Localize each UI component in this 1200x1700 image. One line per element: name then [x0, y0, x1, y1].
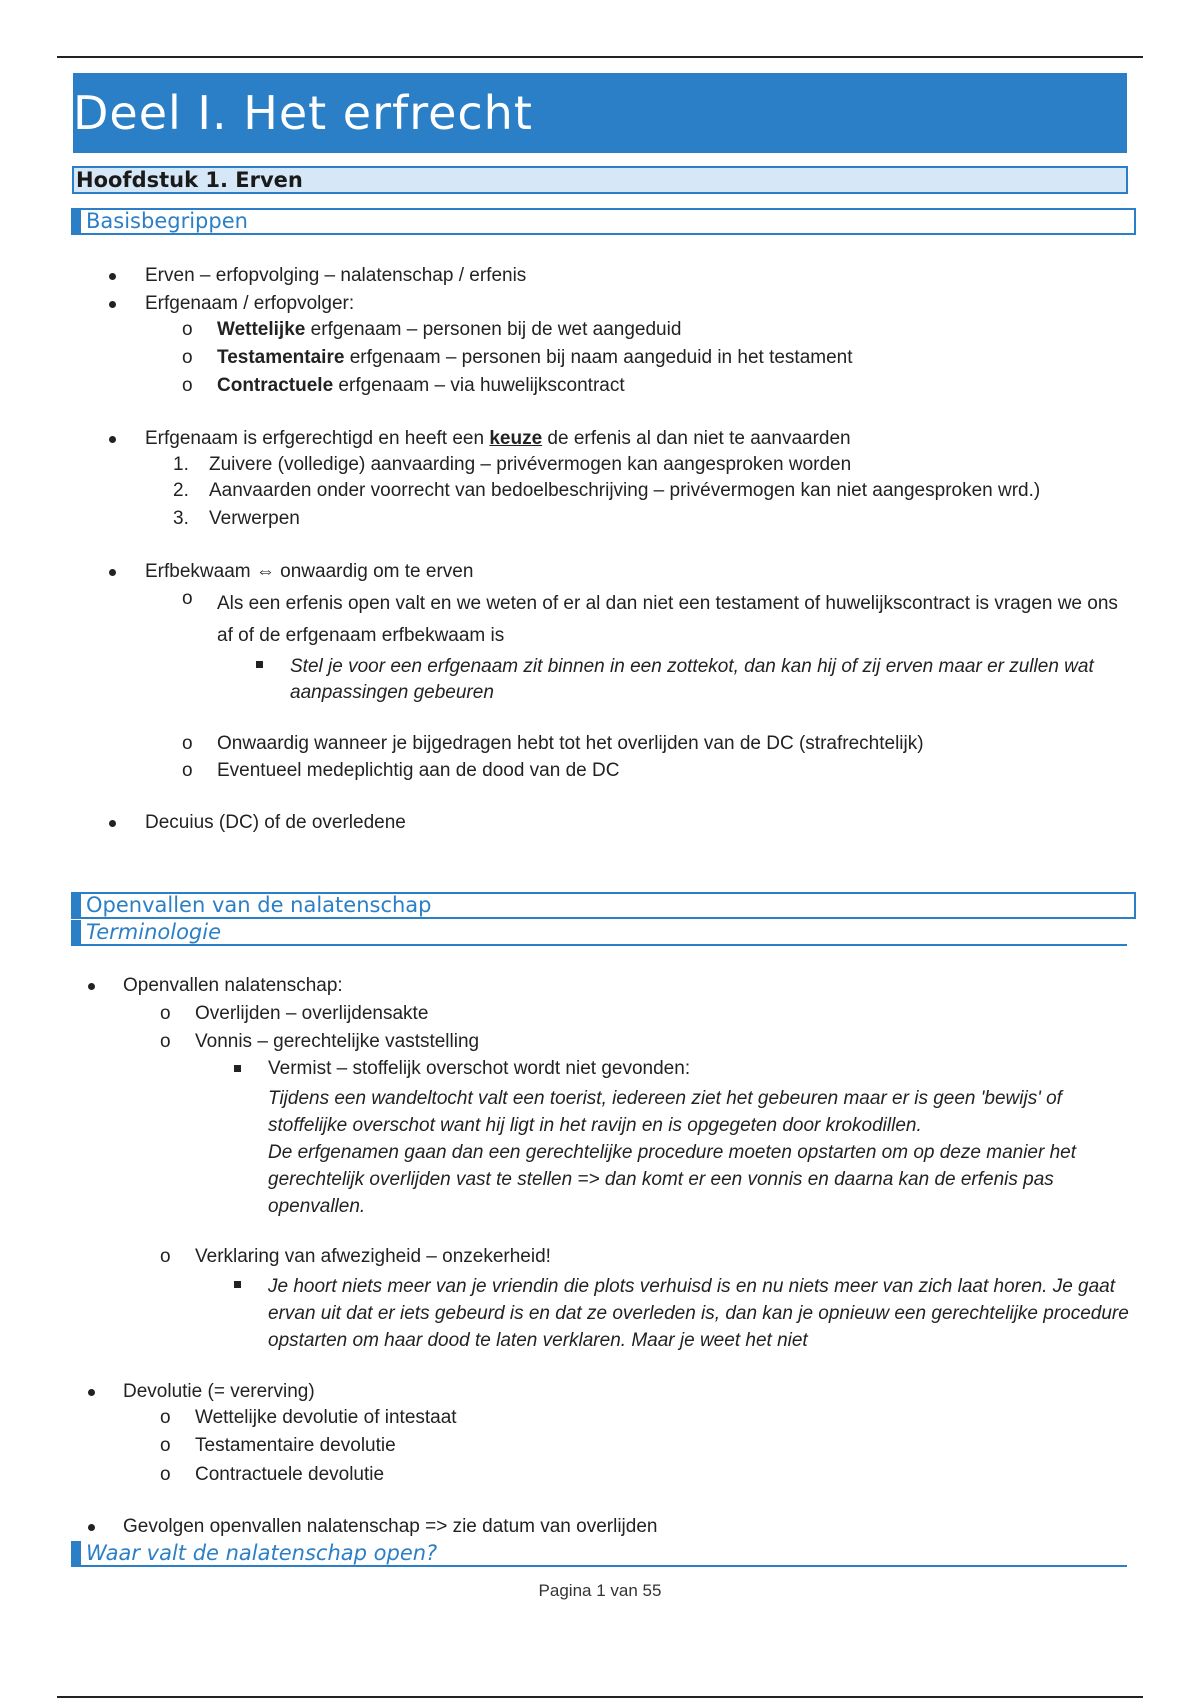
list-item: Eventueel medeplichtig aan de dood van de DC	[217, 760, 620, 781]
bullet-icon	[109, 569, 116, 576]
paragraph: Tijdens een wandeltocht valt een toerist, iedereen ziet het gebeuren maar er is geen 'bewijs' of stoffelijke overschot want hij ligt in het ravijn en is opgegeten door krokodillen.	[268, 1088, 1062, 1136]
paragraph: De erfgenamen gaan dan een gerechtelijke procedure moeten opstarten om op deze manier het gerechtelijk overlijden vast te stellen => dan komt er een vonnis en daarna kan de erfenis pas openvallen.	[268, 1142, 1077, 1217]
bullet-icon	[109, 820, 116, 827]
sub-bullet-marker: o	[160, 1031, 171, 1052]
number-marker: 2.	[173, 480, 189, 501]
list-item: Aanvaarden onder voorrecht van bedoelbeschrijving – privévermogen kan niet aangesproken wrd.)	[209, 480, 1041, 501]
list-item: Overlijden – overlijdensakte	[195, 1003, 429, 1024]
section-heading-openvallen: Openvallen van de nalatenschap	[71, 892, 1136, 919]
sub-bullet-marker: o	[182, 347, 193, 368]
list-item: Devolutie (= vererving)	[123, 1381, 315, 1402]
sub-bullet-marker: o	[182, 733, 193, 754]
list-item: Testamentaire devolutie	[195, 1435, 396, 1456]
number-marker: 3.	[173, 508, 189, 529]
bullet-icon	[109, 273, 116, 280]
sub-bullet-marker: o	[160, 1435, 171, 1456]
sub-bullet-marker: o	[160, 1464, 171, 1485]
sub-bullet-marker: o	[182, 588, 193, 609]
page-number: Pagina 1 van 55	[538, 1581, 662, 1600]
square-bullet-icon	[234, 1281, 241, 1288]
chapter-heading: Hoofdstuk 1. Erven	[72, 166, 1128, 194]
square-bullet-icon	[234, 1065, 241, 1072]
list-item: Onwaardig wanneer je bijgedragen hebt tot het overlijden van de DC (strafrechtelijk)	[217, 733, 924, 754]
list-item: Decuius (DC) of de overledene	[145, 812, 406, 833]
list-item: Wettelijke devolutie of intestaat	[195, 1407, 457, 1428]
list-item: Als een erfenis open valt en we weten of er al dan niet een testament of huwelijkscontract is vragen we ons af of de erfgenaam erfbekwaam is	[217, 593, 1118, 646]
sub-bullet-marker: o	[182, 760, 193, 781]
number-marker: 1.	[173, 454, 189, 475]
bullet-icon	[109, 301, 116, 308]
subsection-heading-waar: Waar valt de nalatenschap open?	[71, 1541, 1127, 1567]
bottom-rule	[57, 1696, 1143, 1698]
bullet-icon	[109, 436, 116, 443]
bullet-icon	[88, 1389, 95, 1396]
page-title: Deel I. Het erfrecht	[73, 73, 1127, 153]
list-item: Testamentaire erfgenaam – personen bij naam aangeduid in het testament	[217, 347, 853, 368]
section-heading-basisbegrippen: Basisbegrippen	[71, 208, 1136, 235]
list-item: Contractuele erfgenaam – via huwelijkscontract	[217, 375, 625, 396]
list-item: Erfgenaam is erfgerechtigd en heeft een keuze de erfenis al dan niet te aanvaarden	[145, 428, 851, 449]
bullet-icon	[88, 983, 95, 990]
square-bullet-icon	[256, 661, 263, 668]
sub-bullet-marker: o	[160, 1003, 171, 1024]
list-item: Gevolgen openvallen nalatenschap => zie datum van overlijden	[123, 1516, 658, 1537]
sub-bullet-marker: o	[182, 375, 193, 396]
bullet-icon	[88, 1524, 95, 1531]
list-item: Erfbekwaam ⇔ onwaardig om te erven	[145, 561, 474, 582]
list-item: Erven – erfopvolging – nalatenschap / erfenis	[145, 265, 527, 286]
list-item: Openvallen nalatenschap:	[123, 975, 343, 996]
list-item: Vermist – stoffelijk overschot wordt niet gevonden:	[268, 1058, 691, 1079]
list-item: Verklaring van afwezigheid – onzekerheid!	[195, 1246, 551, 1267]
subsection-heading-terminologie: Terminologie	[71, 920, 1127, 946]
list-item: Zuivere (volledige) aanvaarding – privévermogen kan aangesproken worden	[209, 454, 852, 475]
top-rule	[57, 56, 1143, 58]
sub-bullet-marker: o	[182, 319, 193, 340]
list-item: Wettelijke erfgenaam – personen bij de wet aangeduid	[217, 319, 682, 340]
list-item: Verwerpen	[209, 508, 300, 529]
list-item: Je hoort niets meer van je vriendin die plots verhuisd is en nu niets meer van zich laat horen. Je gaat ervan uit dat er iets gebeurd is en dat ze overleden is, dan kan je opnieuw een gerechtelijke procedure opstarten om haar dood te laten verklaren. Maar je weet het niet	[268, 1276, 1129, 1351]
sub-bullet-marker: o	[160, 1407, 171, 1428]
list-item: Vonnis – gerechtelijke vaststelling	[195, 1031, 480, 1052]
list-item: Stel je voor een erfgenaam zit binnen in een zottekot, dan kan hij of zij erven maar er zullen wat aanpassingen gebeuren	[290, 656, 1094, 703]
list-item: Erfgenaam / erfopvolger:	[145, 293, 355, 314]
list-item: Contractuele devolutie	[195, 1464, 385, 1485]
sub-bullet-marker: o	[160, 1246, 171, 1267]
